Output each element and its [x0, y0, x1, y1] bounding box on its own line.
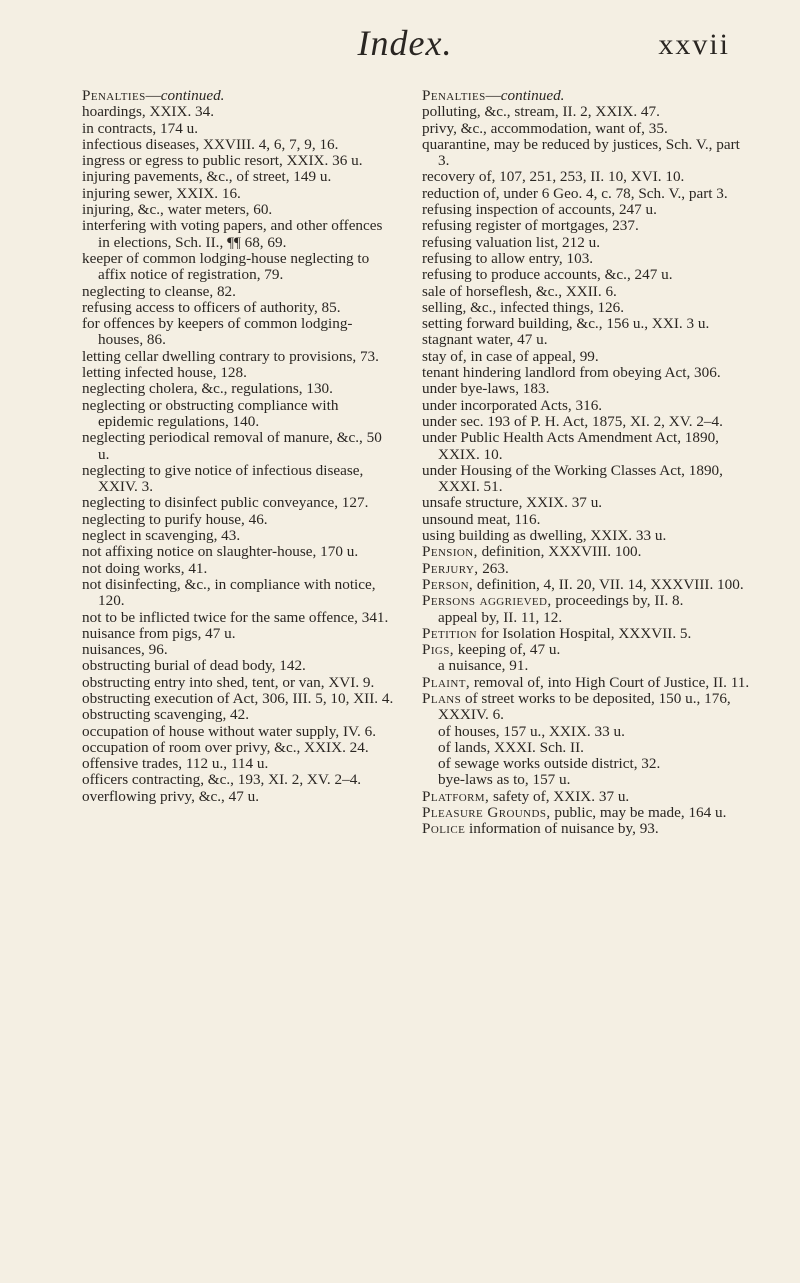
index-subentry: obstructing execution of Act, 306, III. 5, 10, XII. 4.: [82, 689, 394, 707]
index-subentry: offensive trades, 112 u., 114 u.: [82, 755, 269, 773]
main-entry-text: keeping of, 47 u.: [457, 641, 561, 659]
index-subentry: refusing access to officers of authority, 85.: [82, 298, 341, 316]
index-subentry: in contracts, 174 u.: [82, 119, 198, 137]
index-main-entry: [422, 544, 752, 560]
index-subentry: tenant hindering landlord from obeying Act, 306.: [422, 364, 721, 382]
index-main-entry: [422, 691, 752, 724]
index-subentry: obstructing burial of dead body, 142.: [82, 657, 306, 675]
index-subentry: of sewage works outside district, 32.: [438, 755, 661, 773]
heading-dash: —: [145, 87, 161, 104]
index-subentry: nuisance from pigs, 47 u.: [82, 624, 236, 642]
left-column: [82, 88, 397, 805]
index-subentry: letting cellar dwelling contrary to provisions, 73.: [82, 347, 379, 365]
main-entry-head: Police: [422, 820, 466, 838]
index-subentry: sale of horseflesh, &c., XXII. 6.: [422, 282, 617, 300]
main-entry-text: definition, XXXVIII. 100.: [481, 543, 642, 561]
index-subentry: not doing works, 41.: [82, 559, 208, 577]
index-subentry: injuring pavements, &c., of street, 149 u.: [82, 168, 332, 186]
index-subentry: appeal by, II. 11, 12.: [438, 608, 563, 626]
left-entry-list: [82, 104, 397, 805]
index-main-entry: [422, 593, 752, 609]
index-subentry: refusing to produce accounts, &c., 247 u.: [422, 266, 673, 284]
index-subentry: injuring sewer, XXIX. 16.: [82, 184, 241, 202]
index-subentry: letting infected house, 128.: [82, 364, 247, 382]
index-main-entry: [422, 577, 752, 593]
index-subentry: refusing register of mortgages, 237.: [422, 217, 639, 235]
main-entry-text: for Isolation Hospital, XXXVII. 5.: [480, 624, 692, 642]
index-subentry: recovery of, 107, 251, 253, II. 10, XVI. 10.: [422, 168, 685, 186]
index-subentry: of lands, XXXI. Sch. II.: [438, 738, 584, 756]
page-number: xxvii: [658, 28, 730, 61]
index-subentry: neglect in scavenging, 43.: [82, 527, 241, 545]
index-subentry: refusing inspection of accounts, 247 u.: [422, 201, 657, 219]
index-subentry: neglecting cholera, &c., regulations, 130.: [82, 380, 333, 398]
index-subentry: quarantine, may be reduced by justices, Sch. V., part 3.: [422, 135, 740, 170]
index-subentry: under Housing of the Working Classes Act, 1890, XXXI. 51.: [422, 461, 723, 496]
main-entry-head: Pleasure Grounds,: [422, 804, 551, 822]
index-subentry: not affixing notice on slaughter-house, 170 u.: [82, 543, 359, 561]
main-entry-head: Plans: [422, 689, 462, 707]
index-subentry: neglecting to disinfect public conveyance, 127.: [82, 494, 369, 512]
index-subentry: infectious diseases, XXVIII. 4, 6, 7, 9, 16.: [82, 135, 339, 153]
index-subentry: neglecting or obstructing compliance with epidemic regulations, 140.: [82, 396, 339, 430]
main-entry-head: Petition: [422, 624, 478, 642]
index-subentry: not disinfecting, &c., in compliance with notice, 120.: [82, 575, 376, 610]
index-subentry: unsound meat, 116.: [422, 510, 541, 528]
index-subentry: neglecting to cleanse, 82.: [82, 282, 236, 300]
main-entry-head: Plaint,: [422, 673, 471, 691]
index-subentry: under bye-laws, 183.: [422, 380, 550, 398]
main-entry-text: of street works to be deposited, 150 u., 176, XXXIV. 6.: [438, 689, 731, 724]
index-subentry: obstructing scavenging, 42.: [82, 706, 250, 724]
running-head: [80, 22, 730, 82]
index-subentry: stay of, in case of appeal, 99.: [422, 347, 599, 365]
index-subentry: refusing to allow entry, 103.: [422, 249, 594, 267]
index-main-entry: [422, 626, 752, 642]
main-entry-text: proceedings by, II. 8.: [555, 592, 684, 610]
index-subentry: ingress or egress to public resort, XXIX. 36 u.: [82, 152, 363, 170]
heading-word: Penalties: [422, 87, 486, 104]
main-entry-list: [422, 544, 752, 837]
index-main-entry: [422, 789, 752, 805]
index-subentry: hoardings, XXIX. 34.: [82, 103, 215, 121]
index-subentry: setting forward building, &c., 156 u., XXI. 3 u.: [422, 315, 710, 333]
index-main-entry: [422, 675, 752, 691]
main-entry-head: Person,: [422, 575, 474, 593]
index-subentry: occupation of house without water supply, IV. 6.: [82, 722, 376, 740]
index-subentry: under incorporated Acts, 316.: [422, 396, 603, 414]
index-subentry: neglecting periodical removal of manure, &c., 50 u.: [82, 429, 382, 463]
index-subentry: officers contracting, &c., 193, XI. 2, XV. 2–4.: [82, 771, 362, 789]
index-subentry: neglecting to purify house, 46.: [82, 510, 268, 528]
index-subentry: overflowing privy, &c., 47 u.: [82, 787, 260, 805]
index-subentry: injuring, &c., water meters, 60.: [82, 201, 273, 219]
index-subentry: reduction of, under 6 Geo. 4, c. 78, Sch. V., part 3.: [422, 184, 728, 202]
index-subentry: polluting, &c., stream, II. 2, XXIX. 47.: [422, 103, 660, 121]
index-subentry: not to be inflicted twice for the same offence, 341.: [82, 608, 389, 626]
section-heading: [82, 88, 397, 104]
page-title: Index.: [357, 23, 453, 63]
main-entry-text: 263.: [482, 559, 509, 577]
index-subentry: stagnant water, 47 u.: [422, 331, 548, 349]
right-column: [422, 88, 752, 838]
index-subentry: bye-laws as to, 157 u.: [438, 771, 571, 789]
index-main-entry: [422, 805, 752, 821]
section-heading: [422, 88, 752, 104]
main-entry-text: definition, 4, II. 20, VII. 14, XXXVIII. 100.: [476, 575, 744, 593]
index-subentry: selling, &c., infected things, 126.: [422, 298, 625, 316]
heading-continued: continued.: [160, 87, 225, 104]
main-entry-text: safety of, XXIX. 37 u.: [492, 787, 630, 805]
main-entry-text: public, may be made, 164 u.: [554, 804, 727, 822]
main-entry-head: Pension,: [422, 543, 478, 561]
right-entry-list: [422, 104, 752, 544]
index-subentry: unsafe structure, XXIX. 37 u.: [422, 494, 603, 512]
index-subentry: interfering with voting papers, and other offences in elections, Sch. II., ¶¶ 68, 69.: [82, 217, 383, 251]
main-entry-text: removal of, into High Court of Justice, II. 11.: [473, 673, 750, 691]
index-subentry: keeper of common lodging-house neglecting to affix notice of registration, 79.: [82, 249, 370, 284]
heading-dash: —: [485, 87, 501, 104]
index-subentry: neglecting to give notice of infectious disease, XXIV. 3.: [82, 461, 364, 496]
index-subentry: for offences by keepers of common lodging-houses, 86.: [82, 315, 353, 349]
index-subentry: a nuisance, 91.: [438, 657, 529, 675]
index-subentry: of houses, 157 u., XXIX. 33 u.: [438, 722, 625, 740]
index-main-entry: [422, 821, 752, 837]
index-subentry: using building as dwelling, XXIX. 33 u.: [422, 527, 667, 545]
index-subentry: refusing valuation list, 212 u.: [422, 233, 601, 251]
index-subentry: privy, &c., accommodation, want of, 35.: [422, 119, 668, 137]
heading-continued: continued.: [500, 87, 565, 104]
heading-word: Penalties: [82, 87, 146, 104]
main-entry-head: Perjury,: [422, 559, 479, 577]
main-entry-text: information of nuisance by, 93.: [469, 820, 659, 838]
main-entry-head: Persons aggrieved,: [422, 592, 552, 610]
index-subentry: obstructing entry into shed, tent, or van, XVI. 9.: [82, 673, 375, 691]
index-subentry: occupation of room over privy, &c., XXIX. 24.: [82, 738, 369, 756]
index-subentry: under Public Health Acts Amendment Act, 1890, XXIX. 10.: [422, 429, 719, 463]
index-main-entry: [422, 561, 752, 577]
main-entry-head: Pigs,: [422, 641, 454, 659]
main-entry-head: Platform,: [422, 787, 490, 805]
index-main-entry: [422, 642, 752, 658]
index-subentry: nuisances, 96.: [82, 641, 168, 659]
index-subentry: under sec. 193 of P. H. Act, 1875, XI. 2, XV. 2–4.: [422, 412, 723, 430]
